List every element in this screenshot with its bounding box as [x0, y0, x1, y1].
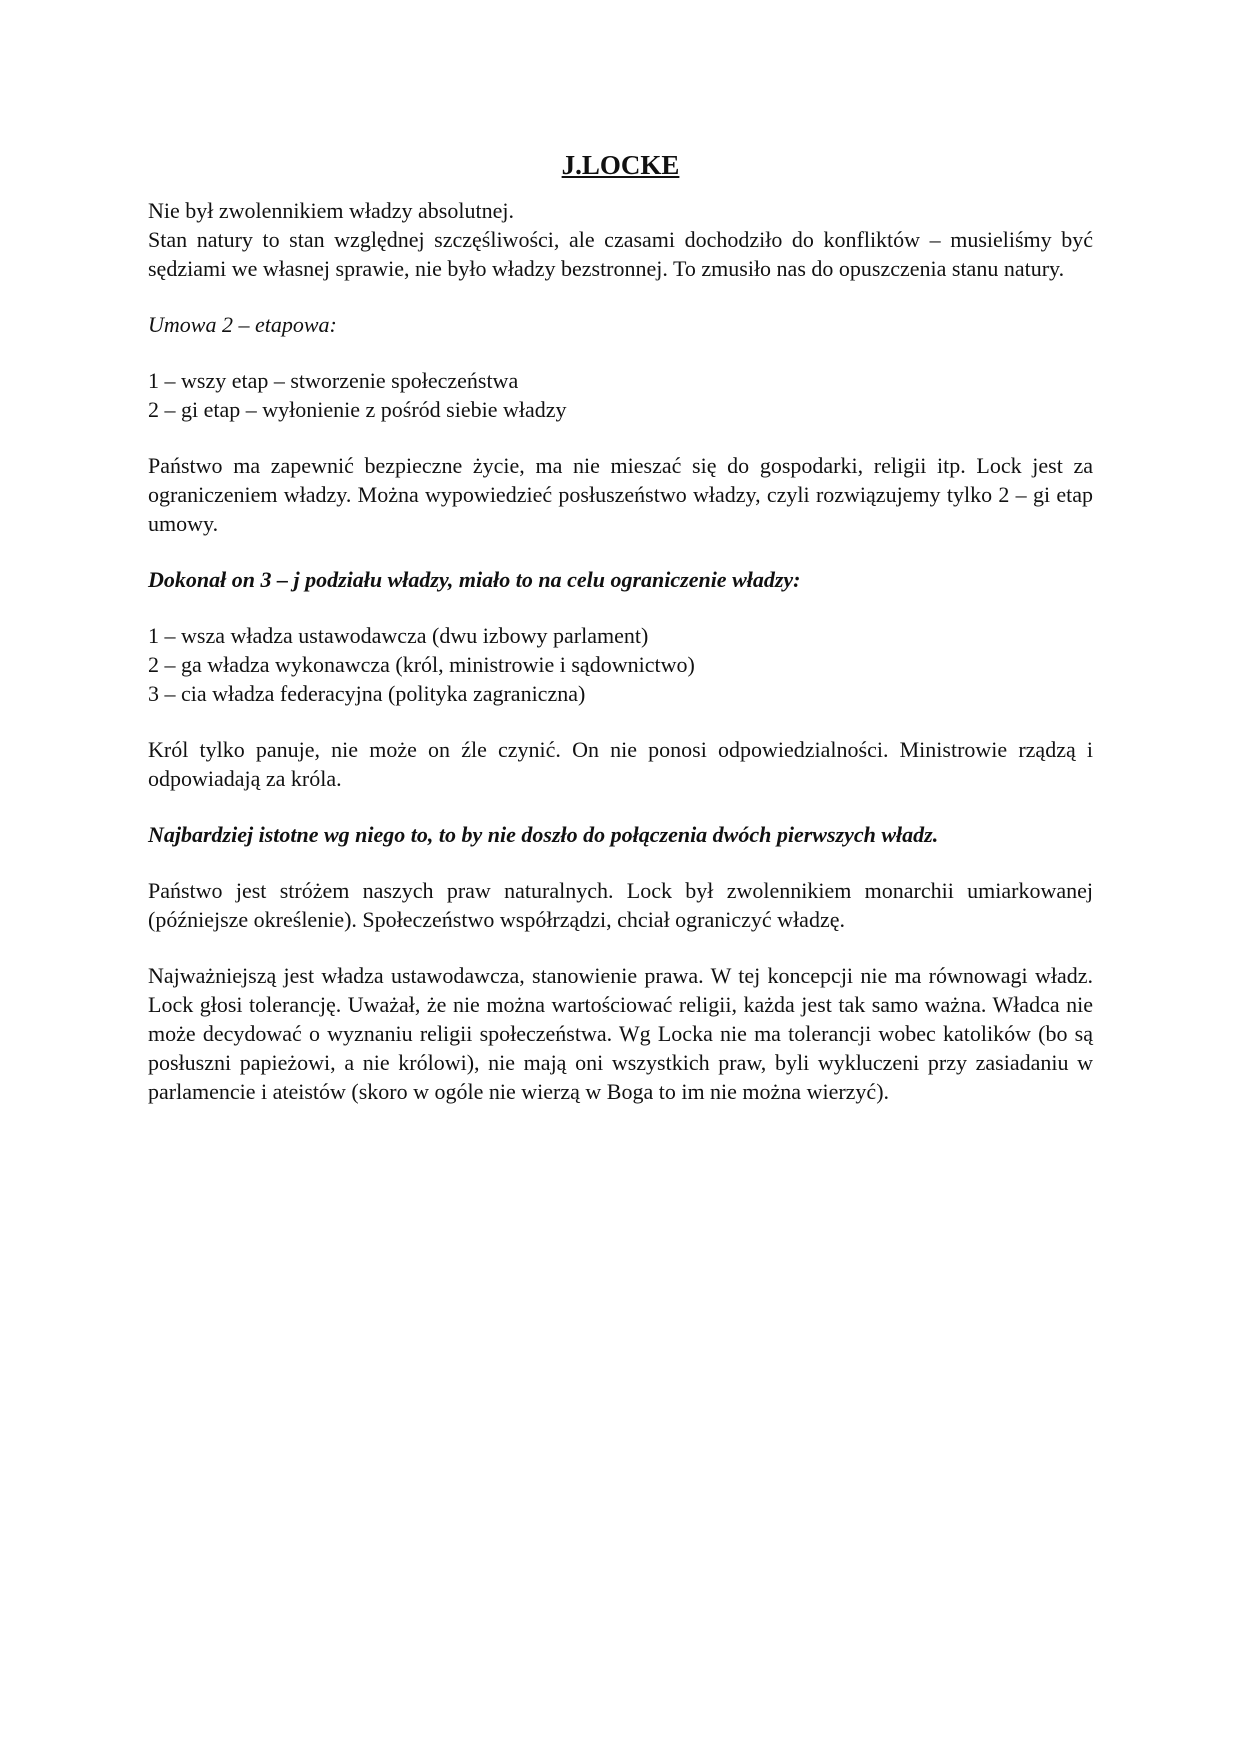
- important-statement: Najbardziej istotne wg niego to, to by nie doszło do połączenia dwóch pierwszych władz.: [148, 822, 939, 847]
- division-item-1: 1 – wsza władza ustawodawcza (dwu izbowy parlament): [148, 623, 649, 648]
- contract-item-1: 1 – wszy etap – stworzenie społeczeństwa: [148, 368, 519, 393]
- contract-heading: Umowa 2 – etapowa:: [148, 312, 337, 337]
- division-list: [148, 621, 1093, 708]
- division-item-2: 2 – ga władza wykonawcza (król, ministrowie i sądownictwo): [148, 652, 695, 677]
- division-item-3: 3 – cia władza federacyjna (polityka zagraniczna): [148, 681, 586, 706]
- king-paragraph: Król tylko panuje, nie może on źle czynić. On nie ponosi odpowiedzialności. Ministrowie rządzą i odpowiadają za króla.: [148, 737, 1093, 791]
- intro-line: Nie był zwolennikiem władzy absolutnej.: [148, 198, 514, 223]
- division-heading: Dokonał on 3 – j podziału władzy, miało to na celu ograniczenie władzy:: [148, 567, 801, 592]
- guardian-paragraph: Państwo jest stróżem naszych praw naturalnych. Lock był zwolennikiem monarchii umiarkowanej (późniejsze określenie). Społeczeństwo współrządzi, chciał ograniczyć władzę.: [148, 878, 1093, 932]
- intro-section: [148, 196, 1093, 283]
- document-page: [148, 148, 1093, 1133]
- state-paragraph: Państwo ma zapewnić bezpieczne życie, ma nie mieszać się do gospodarki, religii itp. Lock jest za ograniczeniem władzy. Można wypowiedzieć posłuszeństwo władzy, czyli rozwiązujemy tylko 2 – gi etap umowy.: [148, 453, 1093, 536]
- final-paragraph: Najważniejszą jest władza ustawodawcza, stanowienie prawa. W tej koncepcji nie ma równowagi władz. Lock głosi tolerancję. Uważał, że nie można wartościować religii, każda jest tak samo ważna. Władca nie może decydować o wyznaniu religii społeczeństwa. Wg Locka nie ma tolerancji wobec katolików (bo są posłuszni papieżowi, a nie królowi), nie mają oni wszystkich praw, byli wykluczeni przy zasiadaniu w parlamencie i ateistów (skoro w ogóle nie wierzą w Boga to im nie można wierzyć).: [148, 963, 1093, 1104]
- contract-item-2: 2 – gi etap – wyłonienie z pośród siebie władzy: [148, 397, 567, 422]
- document-title: J.LOCKE: [561, 150, 680, 180]
- intro-paragraph: Stan natury to stan względnej szczęśliwości, ale czasami dochodziło do konfliktów – musieliśmy być sędziami we własnej sprawie, nie było władzy bezstronnej. To zmusiło nas do opuszczenia stanu natury.: [148, 227, 1093, 281]
- contract-list: [148, 366, 1093, 424]
